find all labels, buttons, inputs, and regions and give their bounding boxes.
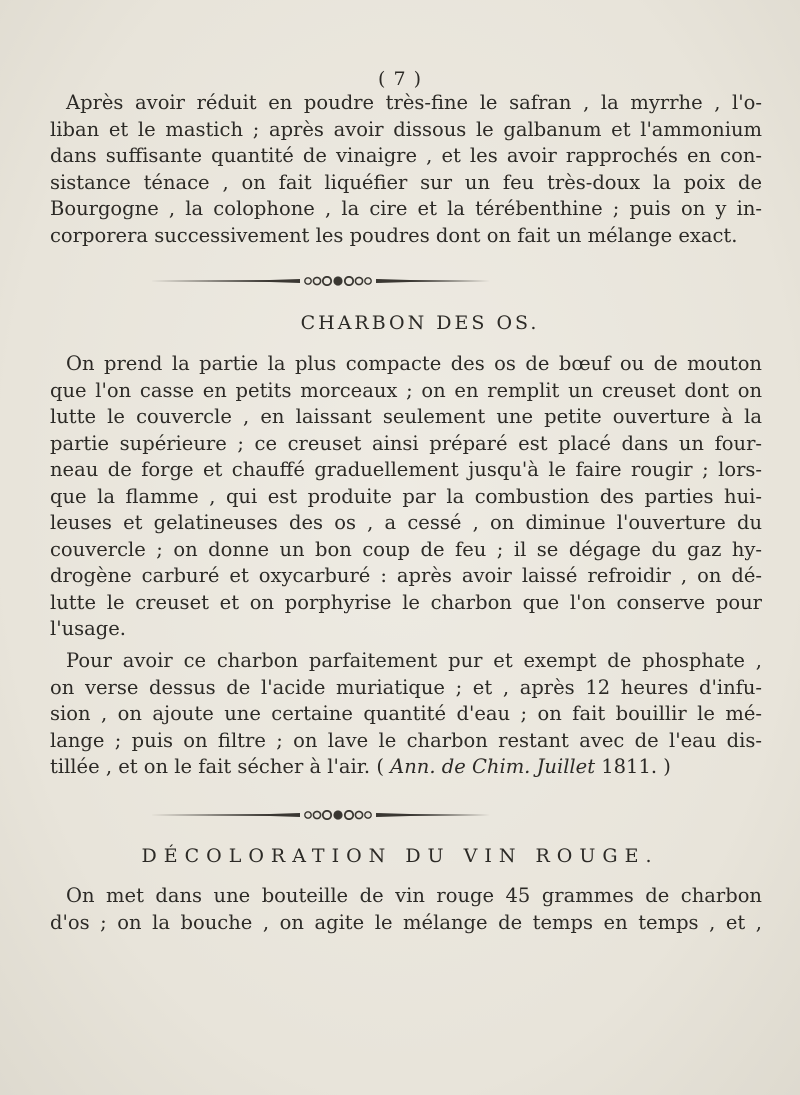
text-line: liban et le mastich ; après avoir dissous le galbanum et l'ammonium <box>50 117 762 141</box>
paragraph-preparation <box>50 90 762 249</box>
text-line: l'usage. <box>50 617 127 640</box>
text-line: lange ; puis on filtre ; on lave le charbon restant avec de l'eau dis- <box>50 728 762 752</box>
text-line: drogène carburé et oxycarburé : après avoir laissé refroidir , on dé- <box>50 564 762 587</box>
text-line: partie supérieure ; ce creuset ainsi préparé est placé dans un four- <box>50 431 762 455</box>
text-line: Après avoir réduit en poudre très-fine le safran , la myrrhe , l'o- <box>66 91 762 114</box>
text-line: Bourgogne , la colophone , la cire et la térébenthine ; puis on y in- <box>50 197 762 220</box>
paragraph-charbon-method <box>50 351 762 643</box>
ornamental-rule <box>150 810 490 820</box>
text-line <box>50 754 762 781</box>
text-line: que la flamme , qui est produite par la combustion des parties hui- <box>50 484 762 508</box>
text-line: neau de forge et chauffé graduellement jusqu'à le faire rougir ; lors- <box>50 458 762 481</box>
text-line: couvercle ; on donne un bon coup de feu ; il se dégage du gaz hy- <box>50 537 762 561</box>
text-line: on verse dessus de l'acide muriatique ; et , après 12 heures d'infu- <box>50 675 762 699</box>
text-line: dans suffisante quantité de vinaigre , et les avoir rapprochés en con- <box>50 144 762 167</box>
text-line: On met dans une bouteille de vin rouge 45 grammes de charbon <box>66 884 762 907</box>
text-line: corporera successivement les poudres dont on fait un mélange exact. <box>50 223 738 247</box>
text-line: sistance ténace , on fait liquéfier sur un feu très-doux la poix de <box>50 170 762 194</box>
section-heading-decoloration: DÉCOLORATION DU VIN ROUGE. <box>141 845 659 867</box>
ornamental-rule <box>150 276 490 286</box>
paragraph-purification <box>50 648 762 781</box>
citation-year: 1811. ) <box>595 755 671 778</box>
text-line: Pour avoir ce charbon parfaitement pur et exempt de phosphate , <box>66 649 762 672</box>
text-line: que l'on casse en petits morceaux ; on en remplit un creuset dont on <box>50 378 762 402</box>
text-line: On prend la partie la plus compacte des os de bœuf ou de mouton <box>66 352 762 375</box>
citation-open: ( <box>376 755 391 778</box>
text-line-content: tillée , et on le fait sécher à l'air. <box>50 755 371 778</box>
section-heading-charbon-des-os: CHARBON DES OS. <box>300 312 540 334</box>
text-line: lutte le creuset et on porphyrise le charbon que l'on conserve pour <box>50 590 762 614</box>
paragraph-decoloration <box>50 883 762 936</box>
text-line: sion , on ajoute une certaine quantité d'eau ; on fait bouillir le mé- <box>50 702 762 725</box>
text-line: d'os ; on la bouche , on agite le mélange de temps en temps , et , <box>50 910 762 934</box>
page-number: ( 7 ) <box>378 68 422 90</box>
citation-journal: Ann. de Chim. Juillet <box>390 755 596 778</box>
text-line: leuses et gelatineuses des os , a cessé , on diminue l'ouverture du <box>50 511 762 534</box>
text-line: lutte le couvercle , en laissant seulement une petite ouverture à la <box>50 405 762 428</box>
